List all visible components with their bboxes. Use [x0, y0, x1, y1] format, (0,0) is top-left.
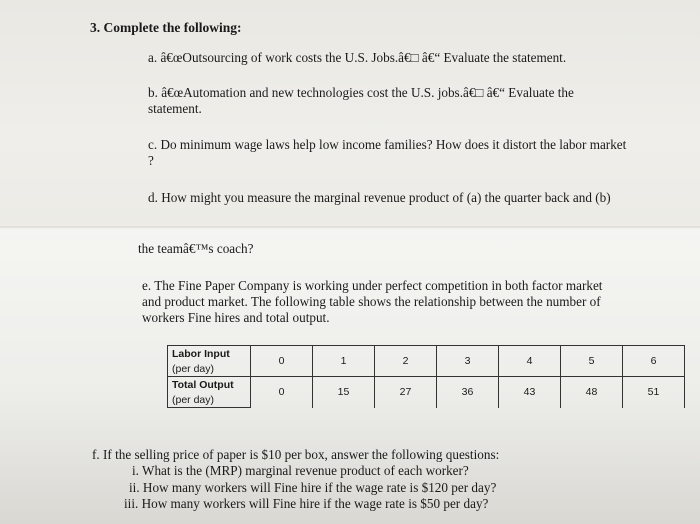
labor-cell: 3: [437, 346, 499, 377]
part-f-intro: f. If the selling price of paper is $10 per box, answer the following questions:: [92, 447, 500, 462]
output-cell: 15: [313, 377, 375, 408]
part-e-text-line2: and product market. The following table shows the relationship between the number of: [142, 294, 601, 309]
page-fold-shadow: [0, 226, 700, 230]
part-f-question-i: i. What is the (MRP) marginal revenue product of each worker?: [132, 463, 469, 478]
part-a-text: a. â€œOutsourcing of work costs the U.S. Jobs.â€□ â€“ Evaluate the statement.: [148, 50, 567, 65]
part-d-text-line2: the teamâ€™s coach?: [138, 241, 254, 256]
labor-input-row-top: [168, 346, 685, 362]
part-e-text-line1: e. The Fine Paper Company is working under perfect competition in both factor market: [142, 278, 603, 293]
question-heading: 3. Complete the following:: [90, 20, 242, 35]
output-cell: 43: [499, 377, 561, 408]
labor-input-label: Labor Input: [168, 346, 251, 362]
part-c-text-line1: c. Do minimum wage laws help low income families? How does it distort the labor market: [148, 137, 627, 152]
labor-cell: 6: [623, 346, 685, 377]
total-output-unit: (per day): [168, 392, 251, 408]
part-f-question-ii: ii. How many workers will Fine hire if the wage rate is $120 per day?: [129, 480, 497, 495]
labor-cell: 4: [499, 346, 561, 377]
part-f-question-iii: iii. How many workers will Fine hire if the wage rate is $50 per day?: [124, 496, 489, 511]
labor-input-unit: (per day): [168, 361, 251, 377]
part-d-text-line1: d. How might you measure the marginal revenue product of (a) the quarter back and (b): [148, 190, 611, 205]
output-cell: 48: [561, 377, 623, 408]
part-b-text-line2: statement.: [148, 101, 202, 116]
labor-cell: 5: [561, 346, 623, 377]
part-b-text-line1: b. â€œAutomation and new technologies cost the U.S. jobs.â€□ â€“ Evaluate the: [148, 85, 574, 100]
labor-cell: 2: [375, 346, 437, 377]
output-cell: 51: [623, 377, 685, 408]
output-cell: 36: [437, 377, 499, 408]
part-e-text-line3: workers Fine hires and total output.: [142, 310, 330, 325]
total-output-label: Total Output: [168, 377, 251, 393]
part-c-text-line2: ?: [148, 153, 154, 168]
labor-output-table: [167, 345, 685, 408]
output-cell: 0: [251, 377, 313, 408]
labor-cell: 1: [313, 346, 375, 377]
labor-cell: 0: [251, 346, 313, 377]
total-output-row-top: [168, 377, 685, 393]
output-cell: 27: [375, 377, 437, 408]
